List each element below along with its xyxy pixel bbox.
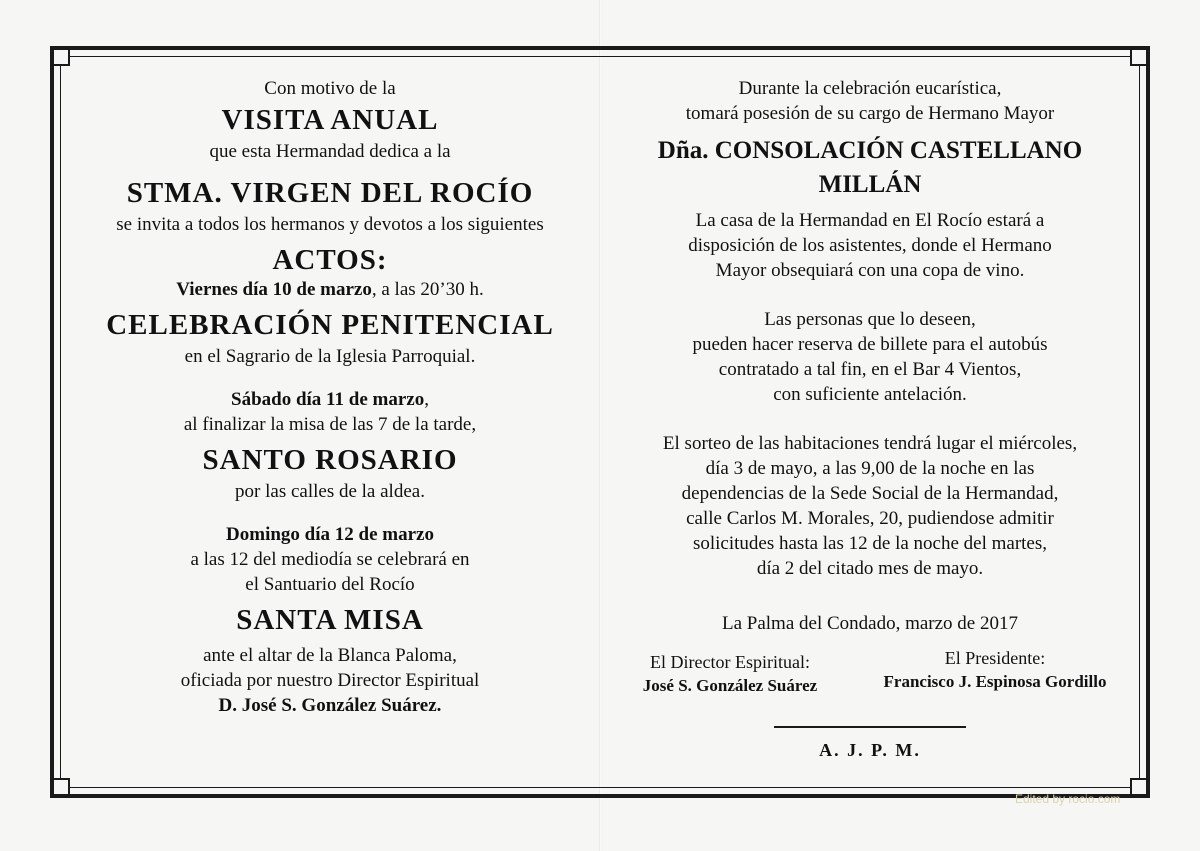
- p1-line1: Durante la celebración eucarística,: [738, 78, 1002, 99]
- event2-date-suffix: ,: [424, 389, 429, 410]
- signature-rule: [774, 726, 966, 728]
- event3-date: Domingo día 12 de marzo: [226, 524, 434, 545]
- event1-datetime: [70, 277, 590, 302]
- event3-title: SANTA MISA: [236, 604, 424, 636]
- p4-line3: dependencias de la Sede Social de la Hermandad,: [681, 483, 1059, 504]
- event1-date: Viernes día 10 de marzo: [176, 279, 372, 300]
- hermano-mayor-name: Dña. CONSOLACIÓN CASTELLANO MILLÁN: [657, 137, 1083, 198]
- corner-ornament-top-left: [52, 48, 70, 66]
- left-column: [70, 70, 590, 718]
- signature-director: [610, 650, 850, 698]
- title-visita-anual: VISITA ANUAL: [221, 104, 439, 136]
- p3-line1: Las personas que lo deseen,: [764, 309, 976, 330]
- signatures: [610, 650, 1130, 698]
- p4-line4: calle Carlos M. Morales, 20, pudiendose admitir: [686, 508, 1054, 529]
- event2-date-line: [70, 387, 590, 412]
- event1-title: CELEBRACIÓN PENITENCIAL: [106, 309, 554, 341]
- event3-time: a las 12 del mediodía se celebrará en: [190, 549, 470, 570]
- corner-ornament-top-right: [1130, 48, 1148, 66]
- event2-title: SANTO ROSARIO: [202, 444, 458, 476]
- p1-line2: tomará posesión de su cargo de Hermano Mayor: [685, 103, 1055, 124]
- event3-line1: ante el altar de la Blanca Paloma,: [203, 645, 457, 666]
- intro-text: Con motivo de la: [264, 78, 396, 99]
- title-virgen: STMA. VIRGEN DEL ROCÍO: [126, 177, 534, 209]
- initials: A. J. P. M.: [819, 740, 921, 760]
- watermark-text: Edited by rocio.com: [1015, 792, 1121, 806]
- president-role: El Presidente:: [944, 648, 1046, 668]
- invitation-text: se invita a todos los hermanos y devotos a los siguientes: [116, 214, 544, 235]
- event2-date: Sábado día 11 de marzo: [231, 389, 425, 410]
- title-actos: ACTOS:: [272, 244, 388, 276]
- p3-line2: pueden hacer reserva de billete para el autobús: [692, 334, 1048, 355]
- director-role: El Director Espiritual:: [650, 652, 810, 672]
- event2-time: al finalizar la misa de las 7 de la tarde,: [183, 414, 477, 435]
- dedication-text: que esta Hermandad dedica a la: [209, 141, 451, 162]
- event3-line2: oficiada por nuestro Director Espiritual: [180, 670, 480, 691]
- corner-ornament-bottom-left: [52, 778, 70, 796]
- p4-line6: día 2 del citado mes de mayo.: [756, 558, 984, 579]
- p4-line2: día 3 de mayo, a las 9,00 de la noche en las: [705, 458, 1035, 479]
- p3-line4: con suficiente antelación.: [773, 384, 967, 405]
- president-name: Francisco J. Espinosa Gordillo: [883, 672, 1107, 691]
- p4-line1: El sorteo de las habitaciones tendrá lugar el miércoles,: [662, 433, 1078, 454]
- event1-place: en el Sagrario de la Iglesia Parroquial.: [184, 346, 476, 367]
- p2-line3: Mayor obsequiará con una copa de vino.: [715, 260, 1025, 281]
- event3-place: el Santuario del Rocío: [245, 574, 415, 595]
- event3-officiant: D. José S. González Suárez.: [218, 695, 442, 716]
- corner-ornament-bottom-right: [1130, 778, 1148, 796]
- event1-time: , a las 20’30 h.: [371, 279, 484, 300]
- director-name: José S. González Suárez: [642, 676, 818, 695]
- signature-president: [860, 646, 1130, 698]
- p4-line5: solicitudes hasta las 12 de la noche del martes,: [692, 533, 1048, 554]
- place-date: La Palma del Condado, marzo de 2017: [721, 613, 1018, 634]
- right-column: [610, 70, 1130, 761]
- p2-line2: disposición de los asistentes, donde el Hermano: [688, 235, 1052, 256]
- p2-line1: La casa de la Hermandad en El Rocío estará a: [695, 210, 1045, 231]
- p3-line3: contratado a tal fin, en el Bar 4 Vientos,: [718, 359, 1022, 380]
- event2-place: por las calles de la aldea.: [235, 481, 425, 502]
